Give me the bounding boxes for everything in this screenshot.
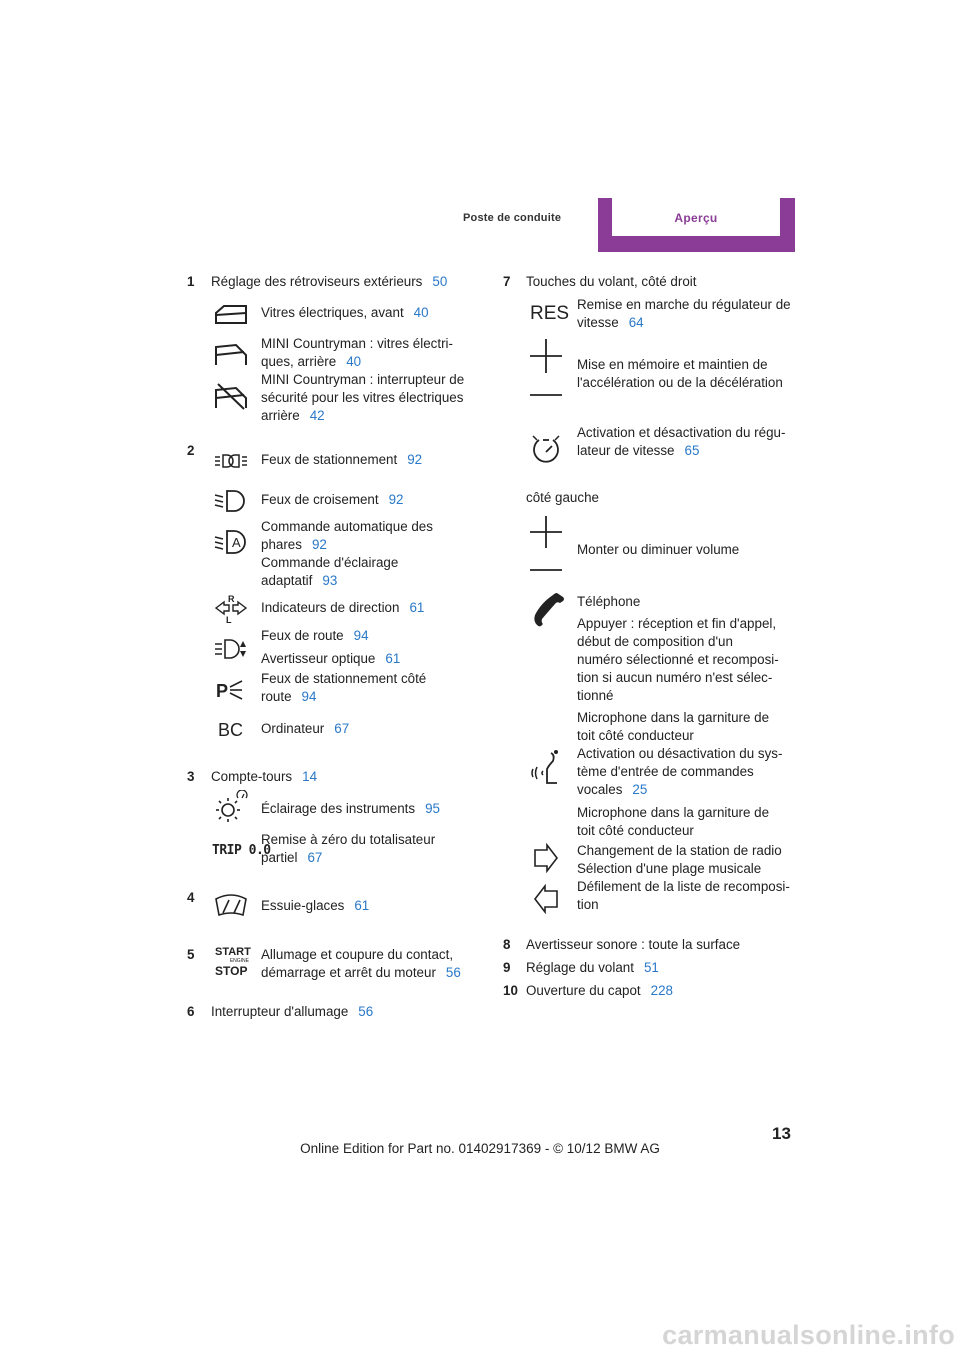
page-ref-link[interactable]: 95 <box>425 801 440 816</box>
parking-lights-icon <box>214 453 248 469</box>
item-1 <box>187 273 194 291</box>
item-3: 3 <box>187 769 195 784</box>
roadside-parking-icon <box>216 679 246 701</box>
page-ref-link[interactable]: 51 <box>643 960 659 975</box>
page-ref-link[interactable]: 40 <box>413 305 429 320</box>
wiper-icon <box>214 893 248 919</box>
icon-desc: Microphone dans la garniture de toit côté conducteur Activation ou désactivation du sys- tème d'entrée de commandes vocales 25 Microphone dans la garniture de toit côté conducteur <box>577 710 783 838</box>
icon-desc: Feux de stationnement 92 <box>261 452 423 467</box>
rear-window-icon <box>214 341 248 367</box>
page-ref-link[interactable]: 94 <box>353 628 369 643</box>
svg-text:L: L <box>226 615 232 624</box>
page-ref-link[interactable]: 92 <box>388 492 404 507</box>
icon-desc: Commande automatique des phares 92 Commande d'éclairage adaptatif 93 <box>261 519 433 588</box>
page-ref-link[interactable]: 56 <box>445 965 461 980</box>
icon-desc: Feux de stationnement côté route 94 <box>261 671 427 704</box>
icon-desc: Activation et désactivation du régu- lateur de vitesse 65 <box>577 425 786 458</box>
page-ref-link[interactable]: 228 <box>650 983 673 998</box>
page-ref-link[interactable]: 61 <box>409 600 425 615</box>
svg-text:A: A <box>232 535 241 550</box>
icon-desc: Remise à zéro du totalisateur partiel 67 <box>261 832 436 865</box>
computer-bc-icon <box>218 718 248 740</box>
section-title: Poste de conduite <box>463 212 562 224</box>
page-ref-link[interactable]: 25 <box>632 782 648 797</box>
icon-desc: Allumage et coupure du contact, démarrage et arrêt du moteur 56 <box>261 947 461 980</box>
svg-text:R: R <box>228 594 235 604</box>
icon-desc: Éclairage des instruments 95 <box>261 801 440 816</box>
res-button-icon: RES <box>530 303 570 324</box>
watermark: carmanualsonline.info <box>662 1320 955 1350</box>
page-number: 13 <box>772 1124 791 1143</box>
item-7: 7 <box>503 274 511 289</box>
page-ref-link[interactable]: 92 <box>407 452 423 467</box>
item-6-text: Interrupteur d'allumage 56 <box>211 1004 374 1019</box>
page-ref-link[interactable]: 67 <box>334 721 350 736</box>
auto-headlight-icon <box>214 529 248 555</box>
item-8-text: Avertisseur sonore : toute la surface <box>526 937 741 952</box>
voice-command-icon <box>531 749 563 785</box>
page-ref-link[interactable]: 42 <box>309 408 325 423</box>
window-lock-icon <box>214 382 248 410</box>
page-ref-link[interactable]: 92 <box>311 537 327 552</box>
volume-plus-minus-icon <box>529 516 563 574</box>
page-ref-link[interactable]: 56 <box>358 1004 374 1019</box>
page-ref-link[interactable]: 61 <box>354 898 370 913</box>
subheading-left-side: côté gauche <box>526 490 599 505</box>
icon-desc: Mise en mémoire et maintien de l'accélération ou de la décélération <box>577 357 783 390</box>
previous-arrow-icon <box>533 884 559 914</box>
item-10: 10 <box>503 983 518 998</box>
icon-desc: Monter ou diminuer volume <box>577 542 740 557</box>
item-6: 6 <box>187 1004 195 1019</box>
icon-desc: Changement de la station de radio Sélection d'une plage musicale Défilement de la liste de recomposi- tion <box>577 843 790 912</box>
turn-signal-icon <box>214 592 248 624</box>
icon-desc: Téléphone Appuyer : réception et fin d'appel, début de composition d'un numéro sélectionné et recomposi- tion si aucun numéro n'est sélec- tionné <box>577 594 779 703</box>
item-5: 5 <box>187 947 195 962</box>
telephone-icon <box>533 591 565 627</box>
chapter-tab-label: Aperçu <box>612 198 780 236</box>
icon-desc: Vitres électriques, avant 40 <box>261 305 429 320</box>
page-ref-link[interactable]: 65 <box>684 443 700 458</box>
icon-desc: Feux de croisement 92 <box>261 492 404 507</box>
icon-desc: MINI Countryman : interrupteur de sécurité pour les vitres électriques arrière 42 <box>261 372 465 423</box>
icon-desc: Indicateurs de direction 61 <box>261 600 425 615</box>
start-stop-icon: START ENGINE STOP <box>215 946 251 978</box>
item-4: 4 <box>187 890 195 905</box>
item-9: 9 <box>503 960 511 975</box>
page-ref-link[interactable]: 67 <box>307 850 323 865</box>
item-number: 1 <box>187 274 195 289</box>
page-ref-link[interactable]: 64 <box>628 315 644 330</box>
page-ref-link[interactable]: 94 <box>301 689 317 704</box>
item-8: 8 <box>503 937 511 952</box>
svg-text:BC: BC <box>218 720 244 740</box>
item-1-text: Réglage des rétroviseurs extérieurs 50 <box>211 274 448 289</box>
cruise-control-icon <box>531 434 561 466</box>
high-beam-icon <box>214 638 248 660</box>
front-window-icon <box>214 303 248 325</box>
item-3-text: Compte-tours 14 <box>211 769 318 784</box>
svg-text:P: P <box>216 681 229 701</box>
item-2: 2 <box>187 443 195 458</box>
item-9-text: Réglage du volant 51 <box>526 960 659 975</box>
instrument-lighting-icon <box>214 790 248 826</box>
low-beam-icon <box>214 489 248 513</box>
item-7-text: Touches du volant, côté droit <box>526 274 697 289</box>
item-10-text: Ouverture du capot 228 <box>526 983 673 998</box>
plus-minus-icon <box>529 339 563 399</box>
page-ref-link[interactable]: 61 <box>385 651 401 666</box>
page-ref-link[interactable]: 40 <box>346 354 362 369</box>
page-ref-link[interactable]: 14 <box>302 769 318 784</box>
trip-reset-icon: TRIP 0.0 <box>212 843 271 858</box>
chapter-tab <box>598 198 795 252</box>
footer-edition: Online Edition for Part no. 01402917369 - © 10/12 BMW AG <box>300 1141 660 1156</box>
next-arrow-icon <box>533 843 559 873</box>
icon-desc: Feux de route 94 Avertisseur optique 61 <box>261 628 401 666</box>
icon-desc: Remise en marche du régulateur de vitesse 64 <box>577 297 791 330</box>
icon-desc: MINI Countryman : vitres électri- ques, arrière 40 <box>261 336 453 369</box>
page-ref-link[interactable]: 50 <box>432 274 448 289</box>
icon-desc: Ordinateur 67 <box>261 721 350 736</box>
icon-desc: Essuie-glaces 61 <box>261 898 370 913</box>
page-ref-link[interactable]: 93 <box>322 573 338 588</box>
